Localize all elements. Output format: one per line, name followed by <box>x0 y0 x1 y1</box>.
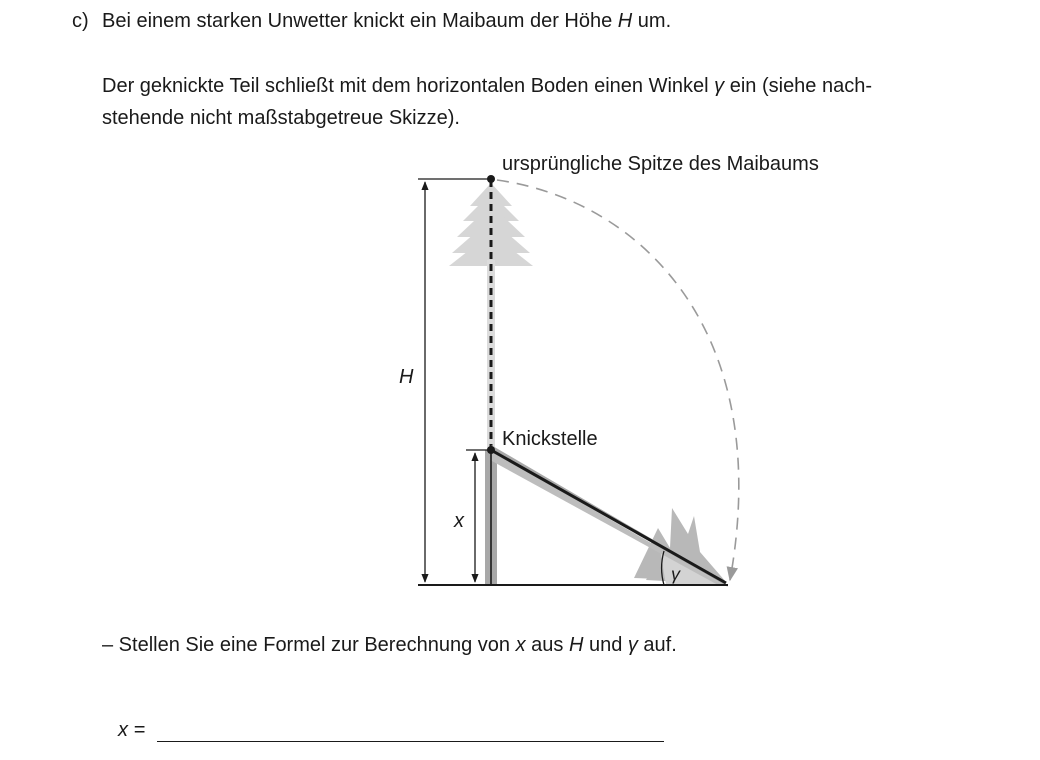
description-text-end: ein (siehe nach- <box>724 75 873 97</box>
question-variable-gamma: γ <box>627 634 638 656</box>
question-text-und: und <box>583 634 628 656</box>
question-variable-x: x <box>515 634 526 656</box>
label-gamma: γ <box>671 564 680 584</box>
task-question <box>102 632 677 658</box>
fallen-part-line <box>491 450 726 583</box>
description-line-2: stehende nicht maßstabgetreue Skizze). <box>102 107 460 129</box>
label-break-point: Knickstelle <box>502 428 598 450</box>
description-text-start: Der geknickte Teil schließt mit dem horizontalen Boden einen Winkel <box>102 75 715 97</box>
answer-lhs <box>118 717 145 743</box>
question-text-aus: aus <box>525 634 569 656</box>
answer-label: x = <box>118 719 146 741</box>
description-variable-gamma: γ <box>714 75 725 97</box>
intro-text-start: Bei einem starken Unwetter knickt ein Maibaum der Höhe <box>102 10 618 32</box>
question-variable-h: H <box>568 634 584 656</box>
fallen-part-band-lower <box>490 451 726 586</box>
task-label: c) <box>72 10 89 32</box>
label-original-tip: ursprüngliche Spitze des Maibaums <box>502 153 819 175</box>
answer-blank-line[interactable] <box>157 741 664 742</box>
question-text-end: auf. <box>637 634 677 656</box>
label-height-h: H <box>399 366 414 388</box>
question-text-start: – Stellen Sie eine Formel zur Berechnung von <box>102 634 516 656</box>
label-x: x <box>454 510 464 532</box>
intro-variable-h: H <box>617 10 633 32</box>
intro-text-end: um. <box>632 10 672 32</box>
